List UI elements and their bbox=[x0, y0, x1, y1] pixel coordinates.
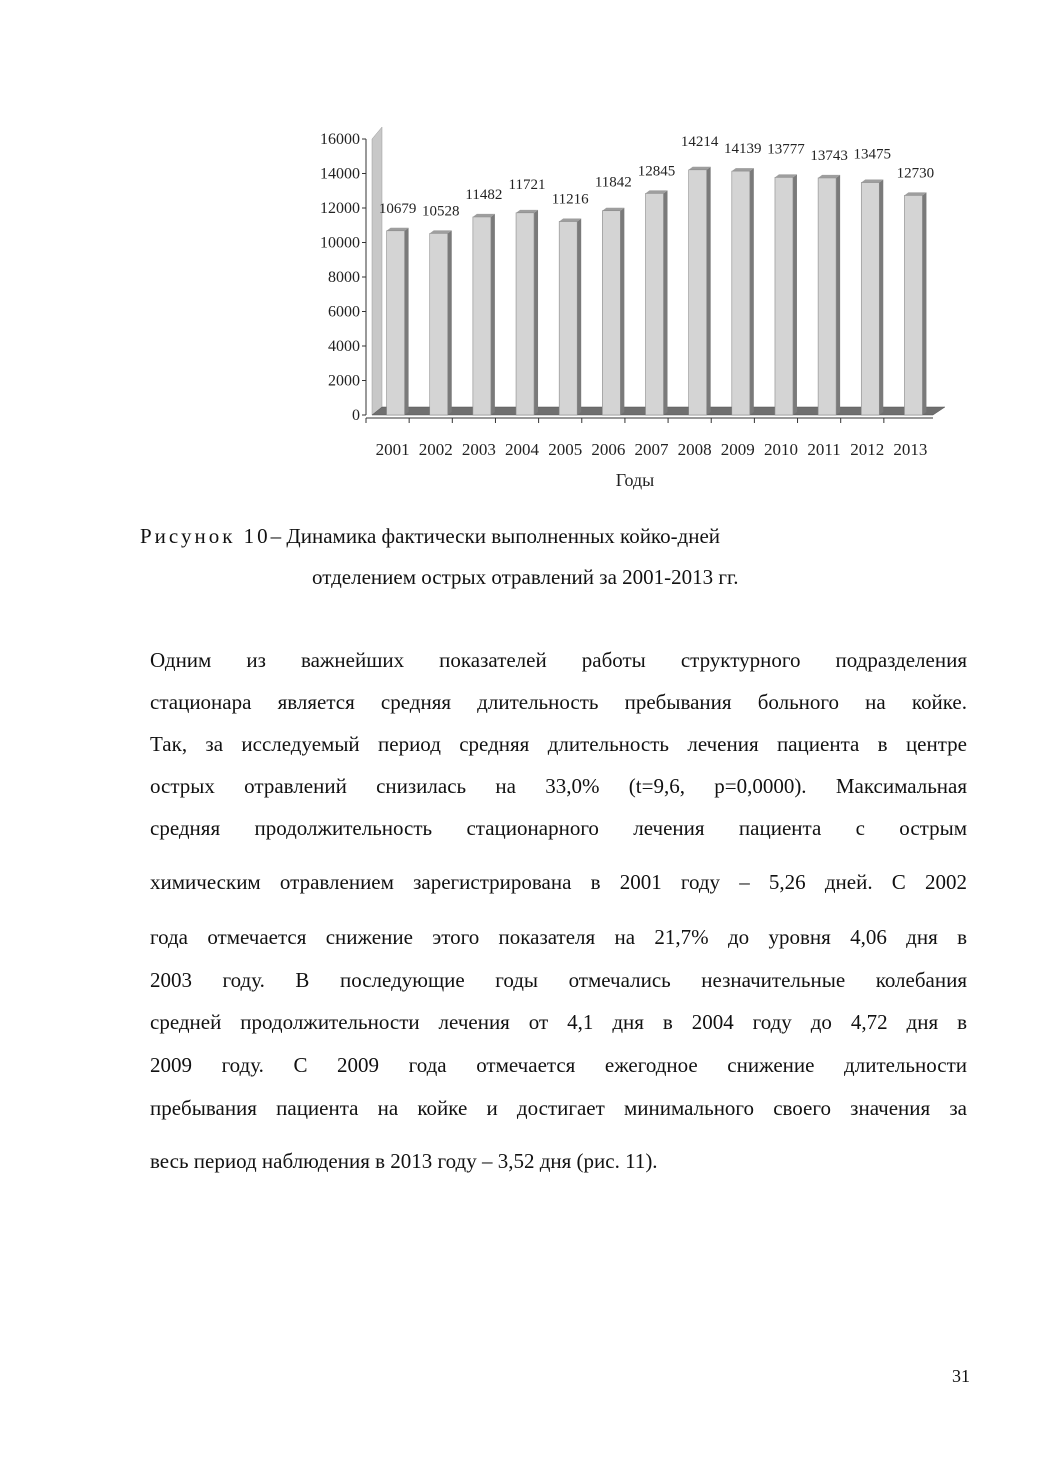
y-tick-label: 8000 bbox=[328, 269, 360, 286]
bar-side bbox=[707, 167, 711, 415]
x-tick-label: 2002 bbox=[418, 440, 453, 459]
bar-side bbox=[405, 228, 409, 415]
figure-caption-line-2: отделением острых отравлений за 2001-2013 гг. bbox=[312, 565, 739, 589]
x-axis-title: Годы bbox=[615, 470, 655, 490]
bar-side bbox=[922, 192, 926, 415]
x-tick-label: 2007 bbox=[634, 440, 669, 459]
paragraph-line: 2003 году. В последующие годы отмечались незначительные колебания bbox=[150, 968, 967, 992]
figure-caption-line-1 bbox=[0, 524, 1040, 549]
bar bbox=[559, 222, 577, 415]
paragraph-line: 2009 году. С 2009 года отмечается ежегодное снижение длительности bbox=[150, 1053, 967, 1077]
y-tick-label: 6000 bbox=[328, 303, 360, 321]
paragraph-line: Так, за исследуемый период средняя длительность лечения пациента в центре bbox=[150, 732, 967, 756]
x-tick-label: 2006 bbox=[591, 440, 626, 459]
bar-side bbox=[750, 168, 754, 415]
paragraph-line: Одним из важнейших показателей работы структурного подразделения bbox=[150, 648, 967, 672]
y-tick-label: 14000 bbox=[320, 165, 360, 183]
bar bbox=[516, 213, 534, 415]
paragraph-line: пребывания пациента на койке и достигает минимального своего значения за bbox=[150, 1096, 967, 1120]
x-tick-label: 2012 bbox=[850, 440, 885, 459]
data-label: 11721 bbox=[508, 176, 546, 193]
data-label: 13475 bbox=[853, 146, 892, 163]
bar bbox=[904, 195, 922, 415]
bar bbox=[775, 177, 793, 415]
bar-side bbox=[491, 214, 495, 415]
paragraph-line: года отмечается снижение этого показателя на 21,7% до уровня 4,06 дня в bbox=[150, 925, 967, 949]
x-tick-label: 2013 bbox=[893, 440, 928, 459]
bar bbox=[732, 171, 750, 415]
chart-side-wall bbox=[372, 127, 382, 415]
bar-side bbox=[577, 219, 581, 415]
bar-side bbox=[879, 180, 883, 415]
y-tick-label: 2000 bbox=[328, 372, 360, 390]
chart-svg bbox=[320, 108, 960, 498]
x-tick-label: 2003 bbox=[461, 440, 496, 459]
data-label: 12730 bbox=[896, 165, 935, 182]
bar bbox=[861, 183, 879, 415]
figure-number: Рисунок 10 bbox=[140, 524, 271, 548]
paragraph-line: острых отравлений снизилась на 33,0% (t=9,6, p=0,0000). Максимальная bbox=[150, 774, 967, 798]
figure-caption-text: – Динамика фактически выполненных койко-дней bbox=[270, 524, 721, 548]
paragraph-line: стационара является средняя длительность пребывания больного на койке. bbox=[150, 690, 967, 714]
paragraph-line: весь период наблюдения в 2013 году – 3,52 дня (рис. 11). bbox=[150, 1149, 658, 1173]
bar-chart bbox=[320, 108, 960, 498]
bar-side bbox=[534, 210, 538, 415]
data-label: 11482 bbox=[465, 186, 503, 203]
paragraph-line: средняя продолжительность стационарного лечения пациента с острым bbox=[150, 816, 967, 840]
data-label: 14139 bbox=[724, 141, 762, 158]
x-tick-label: 2009 bbox=[720, 440, 755, 459]
data-label: 11842 bbox=[594, 174, 632, 191]
data-label: 13777 bbox=[767, 141, 805, 158]
bar bbox=[818, 178, 836, 415]
bar-side bbox=[793, 174, 797, 415]
y-tick-label: 10000 bbox=[320, 234, 360, 252]
data-label: 12845 bbox=[637, 163, 676, 180]
bar bbox=[430, 233, 448, 415]
y-tick-label: 4000 bbox=[328, 338, 360, 355]
x-tick-label: 2004 bbox=[505, 440, 540, 459]
x-tick-label: 2011 bbox=[807, 440, 841, 459]
bar bbox=[602, 211, 620, 415]
data-label: 10528 bbox=[421, 203, 460, 220]
x-tick-label: 2001 bbox=[375, 440, 410, 459]
bar-side bbox=[620, 208, 624, 415]
data-label: 10679 bbox=[378, 200, 417, 217]
data-label: 13743 bbox=[810, 147, 848, 164]
paragraph-line: химическим отравлением зарегистрирована в 2001 году – 5,26 дней. С 2002 bbox=[150, 870, 967, 894]
bar bbox=[473, 217, 491, 415]
x-tick-label: 2008 bbox=[677, 440, 712, 459]
bar bbox=[387, 231, 405, 415]
data-label: 11216 bbox=[551, 191, 589, 208]
paragraph-line: средней продолжительности лечения от 4,1 дня в 2004 году до 4,72 дня в bbox=[150, 1010, 967, 1034]
y-tick-label: 16000 bbox=[320, 131, 360, 148]
bar bbox=[646, 193, 664, 415]
data-label: 14214 bbox=[680, 133, 719, 150]
bar bbox=[689, 170, 707, 415]
x-tick-label: 2010 bbox=[763, 440, 798, 459]
y-tick-label: 0 bbox=[352, 407, 360, 424]
bar-side bbox=[836, 175, 840, 415]
bar-side bbox=[448, 230, 452, 415]
page-number: 31 bbox=[952, 1366, 970, 1386]
bar-side bbox=[664, 190, 668, 415]
y-tick-label: 12000 bbox=[320, 200, 360, 217]
x-tick-label: 2005 bbox=[548, 440, 583, 459]
